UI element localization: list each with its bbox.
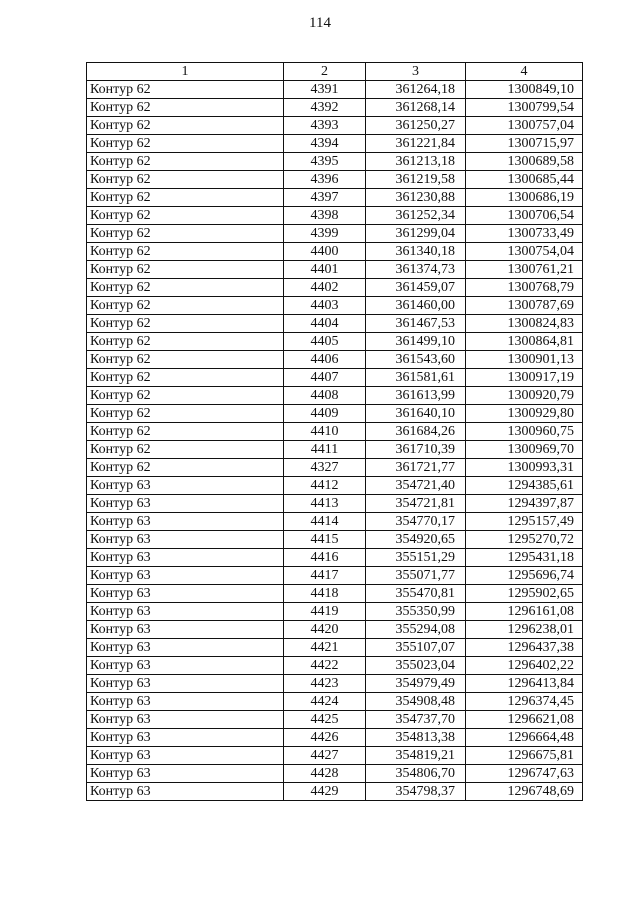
table-row bbox=[87, 405, 583, 423]
point-number-cell: 4416 bbox=[284, 549, 366, 567]
table-header bbox=[87, 63, 583, 81]
table-row bbox=[87, 333, 583, 351]
point-number-cell: 4422 bbox=[284, 657, 366, 675]
contour-name-cell: Контур 62 bbox=[87, 117, 284, 135]
contour-name-cell: Контур 63 bbox=[87, 783, 284, 801]
point-number-cell: 4428 bbox=[284, 765, 366, 783]
table-row bbox=[87, 495, 583, 513]
table-row bbox=[87, 657, 583, 675]
contour-name-cell: Контур 62 bbox=[87, 135, 284, 153]
y-coordinate-cell: 1300901,13 bbox=[466, 351, 583, 369]
contour-name-cell: Контур 62 bbox=[87, 459, 284, 477]
x-coordinate-cell: 361467,53 bbox=[366, 315, 466, 333]
table-row bbox=[87, 729, 583, 747]
contour-name-cell: Контур 63 bbox=[87, 603, 284, 621]
table-row bbox=[87, 567, 583, 585]
contour-name-cell: Контур 63 bbox=[87, 549, 284, 567]
y-coordinate-cell: 1300689,58 bbox=[466, 153, 583, 171]
table-row bbox=[87, 711, 583, 729]
contour-name-cell: Контур 62 bbox=[87, 315, 284, 333]
y-coordinate-cell: 1300917,19 bbox=[466, 369, 583, 387]
y-coordinate-cell: 1300920,79 bbox=[466, 387, 583, 405]
contour-name-cell: Контур 62 bbox=[87, 153, 284, 171]
x-coordinate-cell: 361213,18 bbox=[366, 153, 466, 171]
y-coordinate-cell: 1300969,70 bbox=[466, 441, 583, 459]
contour-name-cell: Контур 63 bbox=[87, 765, 284, 783]
point-number-cell: 4391 bbox=[284, 81, 366, 99]
table-row bbox=[87, 135, 583, 153]
point-number-cell: 4419 bbox=[284, 603, 366, 621]
x-coordinate-cell: 354737,70 bbox=[366, 711, 466, 729]
y-coordinate-cell: 1300993,31 bbox=[466, 459, 583, 477]
point-number-cell: 4418 bbox=[284, 585, 366, 603]
table-row bbox=[87, 171, 583, 189]
contour-name-cell: Контур 62 bbox=[87, 261, 284, 279]
x-coordinate-cell: 355107,07 bbox=[366, 639, 466, 657]
point-number-cell: 4400 bbox=[284, 243, 366, 261]
table-body bbox=[87, 81, 583, 801]
point-number-cell: 4423 bbox=[284, 675, 366, 693]
point-number-cell: 4425 bbox=[284, 711, 366, 729]
point-number-cell: 4408 bbox=[284, 387, 366, 405]
y-coordinate-cell: 1300960,75 bbox=[466, 423, 583, 441]
x-coordinate-cell: 354770,17 bbox=[366, 513, 466, 531]
point-number-cell: 4399 bbox=[284, 225, 366, 243]
table-row bbox=[87, 351, 583, 369]
header-row bbox=[87, 63, 583, 81]
point-number-cell: 4393 bbox=[284, 117, 366, 135]
contour-name-cell: Контур 63 bbox=[87, 747, 284, 765]
table-row bbox=[87, 765, 583, 783]
x-coordinate-cell: 354979,49 bbox=[366, 675, 466, 693]
y-coordinate-cell: 1300715,97 bbox=[466, 135, 583, 153]
x-coordinate-cell: 355350,99 bbox=[366, 603, 466, 621]
table-row bbox=[87, 441, 583, 459]
table-row bbox=[87, 621, 583, 639]
column-header-1: 1 bbox=[87, 63, 284, 81]
point-number-cell: 4398 bbox=[284, 207, 366, 225]
contour-name-cell: Контур 62 bbox=[87, 387, 284, 405]
table-row bbox=[87, 99, 583, 117]
table-row bbox=[87, 639, 583, 657]
contour-name-cell: Контур 63 bbox=[87, 531, 284, 549]
y-coordinate-cell: 1300799,54 bbox=[466, 99, 583, 117]
contour-name-cell: Контур 62 bbox=[87, 189, 284, 207]
point-number-cell: 4327 bbox=[284, 459, 366, 477]
y-coordinate-cell: 1296664,48 bbox=[466, 729, 583, 747]
page-number: 114 bbox=[309, 15, 331, 31]
y-coordinate-cell: 1295696,74 bbox=[466, 567, 583, 585]
table-row bbox=[87, 81, 583, 99]
point-number-cell: 4411 bbox=[284, 441, 366, 459]
point-number-cell: 4429 bbox=[284, 783, 366, 801]
y-coordinate-cell: 1300864,81 bbox=[466, 333, 583, 351]
contour-name-cell: Контур 63 bbox=[87, 513, 284, 531]
x-coordinate-cell: 355151,29 bbox=[366, 549, 466, 567]
y-coordinate-cell: 1296748,69 bbox=[466, 783, 583, 801]
y-coordinate-cell: 1296437,38 bbox=[466, 639, 583, 657]
table-row bbox=[87, 315, 583, 333]
contour-name-cell: Контур 62 bbox=[87, 243, 284, 261]
x-coordinate-cell: 361340,18 bbox=[366, 243, 466, 261]
contour-name-cell: Контур 63 bbox=[87, 711, 284, 729]
x-coordinate-cell: 354798,37 bbox=[366, 783, 466, 801]
y-coordinate-cell: 1300733,49 bbox=[466, 225, 583, 243]
table-row bbox=[87, 207, 583, 225]
table-row bbox=[87, 603, 583, 621]
x-coordinate-cell: 361374,73 bbox=[366, 261, 466, 279]
table-row bbox=[87, 153, 583, 171]
table-row bbox=[87, 783, 583, 801]
contour-name-cell: Контур 62 bbox=[87, 333, 284, 351]
point-number-cell: 4396 bbox=[284, 171, 366, 189]
y-coordinate-cell: 1294397,87 bbox=[466, 495, 583, 513]
table-row bbox=[87, 693, 583, 711]
point-number-cell: 4397 bbox=[284, 189, 366, 207]
point-number-cell: 4406 bbox=[284, 351, 366, 369]
column-header-2: 2 bbox=[284, 63, 366, 81]
table-row bbox=[87, 549, 583, 567]
x-coordinate-cell: 354721,81 bbox=[366, 495, 466, 513]
x-coordinate-cell: 361230,88 bbox=[366, 189, 466, 207]
y-coordinate-cell: 1296161,08 bbox=[466, 603, 583, 621]
y-coordinate-cell: 1300761,21 bbox=[466, 261, 583, 279]
point-number-cell: 4415 bbox=[284, 531, 366, 549]
table-row bbox=[87, 117, 583, 135]
y-coordinate-cell: 1300929,80 bbox=[466, 405, 583, 423]
point-number-cell: 4402 bbox=[284, 279, 366, 297]
y-coordinate-cell: 1296621,08 bbox=[466, 711, 583, 729]
contour-name-cell: Контур 62 bbox=[87, 99, 284, 117]
y-coordinate-cell: 1294385,61 bbox=[466, 477, 583, 495]
y-coordinate-cell: 1300685,44 bbox=[466, 171, 583, 189]
y-coordinate-cell: 1295270,72 bbox=[466, 531, 583, 549]
y-coordinate-cell: 1296413,84 bbox=[466, 675, 583, 693]
x-coordinate-cell: 361250,27 bbox=[366, 117, 466, 135]
x-coordinate-cell: 354806,70 bbox=[366, 765, 466, 783]
table-row bbox=[87, 477, 583, 495]
coordinates-table bbox=[86, 62, 583, 801]
contour-name-cell: Контур 62 bbox=[87, 441, 284, 459]
point-number-cell: 4401 bbox=[284, 261, 366, 279]
contour-name-cell: Контур 62 bbox=[87, 351, 284, 369]
contour-name-cell: Контур 62 bbox=[87, 81, 284, 99]
contour-name-cell: Контур 62 bbox=[87, 297, 284, 315]
point-number-cell: 4404 bbox=[284, 315, 366, 333]
contour-name-cell: Контур 62 bbox=[87, 405, 284, 423]
point-number-cell: 4417 bbox=[284, 567, 366, 585]
x-coordinate-cell: 361613,99 bbox=[366, 387, 466, 405]
table-row bbox=[87, 675, 583, 693]
x-coordinate-cell: 354819,21 bbox=[366, 747, 466, 765]
point-number-cell: 4394 bbox=[284, 135, 366, 153]
contour-name-cell: Контур 63 bbox=[87, 657, 284, 675]
x-coordinate-cell: 361581,61 bbox=[366, 369, 466, 387]
y-coordinate-cell: 1295431,18 bbox=[466, 549, 583, 567]
y-coordinate-cell: 1296402,22 bbox=[466, 657, 583, 675]
table-row bbox=[87, 189, 583, 207]
table-row bbox=[87, 459, 583, 477]
x-coordinate-cell: 361460,00 bbox=[366, 297, 466, 315]
contour-name-cell: Контур 63 bbox=[87, 567, 284, 585]
x-coordinate-cell: 354920,65 bbox=[366, 531, 466, 549]
point-number-cell: 4412 bbox=[284, 477, 366, 495]
y-coordinate-cell: 1300824,83 bbox=[466, 315, 583, 333]
x-coordinate-cell: 361710,39 bbox=[366, 441, 466, 459]
y-coordinate-cell: 1296238,01 bbox=[466, 621, 583, 639]
y-coordinate-cell: 1300686,19 bbox=[466, 189, 583, 207]
contour-name-cell: Контур 63 bbox=[87, 585, 284, 603]
table-row bbox=[87, 243, 583, 261]
y-coordinate-cell: 1295157,49 bbox=[466, 513, 583, 531]
table-row bbox=[87, 531, 583, 549]
y-coordinate-cell: 1295902,65 bbox=[466, 585, 583, 603]
x-coordinate-cell: 361219,58 bbox=[366, 171, 466, 189]
x-coordinate-cell: 354721,40 bbox=[366, 477, 466, 495]
table-row bbox=[87, 279, 583, 297]
point-number-cell: 4413 bbox=[284, 495, 366, 513]
contour-name-cell: Контур 63 bbox=[87, 693, 284, 711]
x-coordinate-cell: 361459,07 bbox=[366, 279, 466, 297]
y-coordinate-cell: 1300787,69 bbox=[466, 297, 583, 315]
point-number-cell: 4426 bbox=[284, 729, 366, 747]
table-row bbox=[87, 423, 583, 441]
x-coordinate-cell: 355071,77 bbox=[366, 567, 466, 585]
x-coordinate-cell: 361299,04 bbox=[366, 225, 466, 243]
x-coordinate-cell: 361721,77 bbox=[366, 459, 466, 477]
x-coordinate-cell: 361221,84 bbox=[366, 135, 466, 153]
contour-name-cell: Контур 63 bbox=[87, 639, 284, 657]
contour-name-cell: Контур 63 bbox=[87, 675, 284, 693]
contour-name-cell: Контур 62 bbox=[87, 423, 284, 441]
y-coordinate-cell: 1300768,79 bbox=[466, 279, 583, 297]
point-number-cell: 4395 bbox=[284, 153, 366, 171]
y-coordinate-cell: 1300706,54 bbox=[466, 207, 583, 225]
y-coordinate-cell: 1296747,63 bbox=[466, 765, 583, 783]
x-coordinate-cell: 361264,18 bbox=[366, 81, 466, 99]
column-header-3: 3 bbox=[366, 63, 466, 81]
x-coordinate-cell: 361640,10 bbox=[366, 405, 466, 423]
point-number-cell: 4424 bbox=[284, 693, 366, 711]
point-number-cell: 4409 bbox=[284, 405, 366, 423]
contour-name-cell: Контур 63 bbox=[87, 495, 284, 513]
point-number-cell: 4392 bbox=[284, 99, 366, 117]
contour-name-cell: Контур 62 bbox=[87, 207, 284, 225]
x-coordinate-cell: 361499,10 bbox=[366, 333, 466, 351]
point-number-cell: 4427 bbox=[284, 747, 366, 765]
point-number-cell: 4405 bbox=[284, 333, 366, 351]
table-row bbox=[87, 513, 583, 531]
contour-name-cell: Контур 62 bbox=[87, 225, 284, 243]
contour-name-cell: Контур 63 bbox=[87, 621, 284, 639]
contour-name-cell: Контур 62 bbox=[87, 171, 284, 189]
point-number-cell: 4420 bbox=[284, 621, 366, 639]
y-coordinate-cell: 1296374,45 bbox=[466, 693, 583, 711]
y-coordinate-cell: 1300757,04 bbox=[466, 117, 583, 135]
x-coordinate-cell: 355294,08 bbox=[366, 621, 466, 639]
contour-name-cell: Контур 62 bbox=[87, 369, 284, 387]
point-number-cell: 4407 bbox=[284, 369, 366, 387]
x-coordinate-cell: 361252,34 bbox=[366, 207, 466, 225]
x-coordinate-cell: 361543,60 bbox=[366, 351, 466, 369]
contour-name-cell: Контур 63 bbox=[87, 729, 284, 747]
y-coordinate-cell: 1296675,81 bbox=[466, 747, 583, 765]
column-header-4: 4 bbox=[466, 63, 583, 81]
table-row bbox=[87, 747, 583, 765]
x-coordinate-cell: 361268,14 bbox=[366, 99, 466, 117]
table-row bbox=[87, 369, 583, 387]
y-coordinate-cell: 1300849,10 bbox=[466, 81, 583, 99]
x-coordinate-cell: 361684,26 bbox=[366, 423, 466, 441]
table-row bbox=[87, 225, 583, 243]
table-row bbox=[87, 387, 583, 405]
point-number-cell: 4403 bbox=[284, 297, 366, 315]
point-number-cell: 4421 bbox=[284, 639, 366, 657]
x-coordinate-cell: 355023,04 bbox=[366, 657, 466, 675]
x-coordinate-cell: 354908,48 bbox=[366, 693, 466, 711]
table-row bbox=[87, 585, 583, 603]
contour-name-cell: Контур 63 bbox=[87, 477, 284, 495]
x-coordinate-cell: 355470,81 bbox=[366, 585, 466, 603]
point-number-cell: 4410 bbox=[284, 423, 366, 441]
y-coordinate-cell: 1300754,04 bbox=[466, 243, 583, 261]
contour-name-cell: Контур 62 bbox=[87, 279, 284, 297]
point-number-cell: 4414 bbox=[284, 513, 366, 531]
x-coordinate-cell: 354813,38 bbox=[366, 729, 466, 747]
table-row bbox=[87, 297, 583, 315]
table-row bbox=[87, 261, 583, 279]
